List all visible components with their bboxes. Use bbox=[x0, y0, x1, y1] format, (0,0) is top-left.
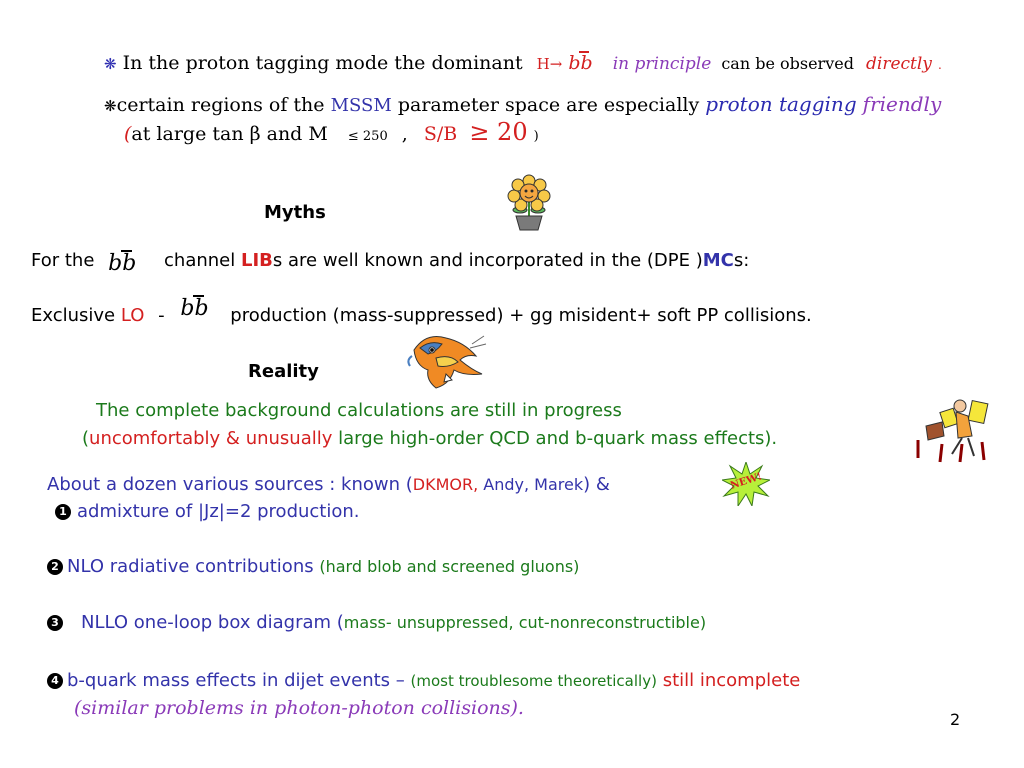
flower-pot-icon bbox=[504, 174, 554, 232]
source-item-2: 2 NLO radiative contributions (hard blob and screened gluons) bbox=[47, 556, 579, 577]
bullet-icon: ❋ bbox=[104, 55, 117, 73]
source-item-3: 3 NLLO one-loop box diagram (mass- unsuppressed, cut-nonreconstructible) bbox=[47, 612, 706, 633]
sb-limit: ≥ 20 bbox=[469, 118, 528, 146]
reality-line-1: The complete background calculations are still in progress bbox=[96, 400, 622, 421]
myths-line-1: For the bb channel LIBs are well known and incorporated in the (DPE )MCs: bbox=[31, 250, 750, 276]
number-4-icon: 4 bbox=[47, 673, 63, 689]
uncomfortably-text: uncomfortably & unusually bbox=[89, 428, 333, 449]
myths-title: Myths bbox=[264, 202, 326, 223]
lib-text: LIB bbox=[241, 250, 273, 271]
bb-symbol: bb bbox=[180, 296, 209, 321]
in-principle-text: in principle bbox=[612, 54, 712, 74]
footnote: (similar problems in photon-photon collisions). bbox=[74, 697, 524, 719]
mc-text: MC bbox=[702, 250, 734, 271]
reality-title: Reality bbox=[248, 361, 319, 382]
bullet-icon: ❋ bbox=[104, 97, 117, 115]
header-line-2: ❋certain regions of the MSSM parameter space are especially proton tagging friendly bbox=[104, 92, 942, 116]
bb-symbol: bb bbox=[568, 52, 593, 74]
page-number: 2 bbox=[950, 710, 961, 729]
header-line-1-text: In the proton tagging mode the dominant bbox=[122, 52, 523, 74]
person-with-papers-icon bbox=[912, 396, 1002, 464]
number-2-icon: 2 bbox=[47, 559, 63, 575]
proton-tagging-text: proton tagging bbox=[705, 92, 857, 116]
sb-text: S/B bbox=[423, 123, 458, 145]
arrow-icon: → bbox=[549, 55, 563, 73]
andy-marek-text: Andy, Marek bbox=[478, 475, 584, 494]
mssm-text: MSSM bbox=[330, 95, 392, 116]
source-item-1: 1 admixture of |Jz|=2 production. bbox=[55, 501, 360, 522]
dkmor-text: DKMOR, bbox=[412, 475, 479, 494]
myths-line-2: Exclusive LO - bb production (mass-suppressed) + gg misident+ soft PP collisions. bbox=[31, 296, 812, 326]
h-symbol: H→ bbox=[536, 55, 563, 73]
header-line-1: ❋ In the proton tagging mode the dominant H→ bb in principle can be observed directly . bbox=[104, 52, 942, 74]
lo-text: LO bbox=[120, 305, 145, 326]
dragon-icon bbox=[406, 330, 488, 392]
new-starburst-icon: NEW! bbox=[722, 462, 770, 506]
directly-text: directly bbox=[866, 54, 932, 74]
mass-limit: ≤ 250 bbox=[347, 129, 388, 144]
number-3-icon: 3 bbox=[47, 615, 63, 631]
reality-line-2: (uncomfortably & unusually large high-order QCD and b-quark mass effects). bbox=[82, 428, 778, 449]
bb-symbol: bb bbox=[108, 251, 137, 276]
can-be-observed-text: can be observed bbox=[721, 54, 854, 73]
number-1-icon: 1 bbox=[55, 504, 71, 520]
source-item-4: 4 b-quark mass effects in dijet events – (most troublesome theoretically) still incomplete bbox=[47, 670, 800, 691]
friendly-text: friendly bbox=[862, 92, 942, 116]
sources-intro: About a dozen various sources : known (DKMOR, Andy, Marek) & bbox=[47, 474, 610, 495]
header-line-3: (at large tan β and M ≤ 250 , S/B ≥ 20 ) bbox=[124, 118, 539, 146]
